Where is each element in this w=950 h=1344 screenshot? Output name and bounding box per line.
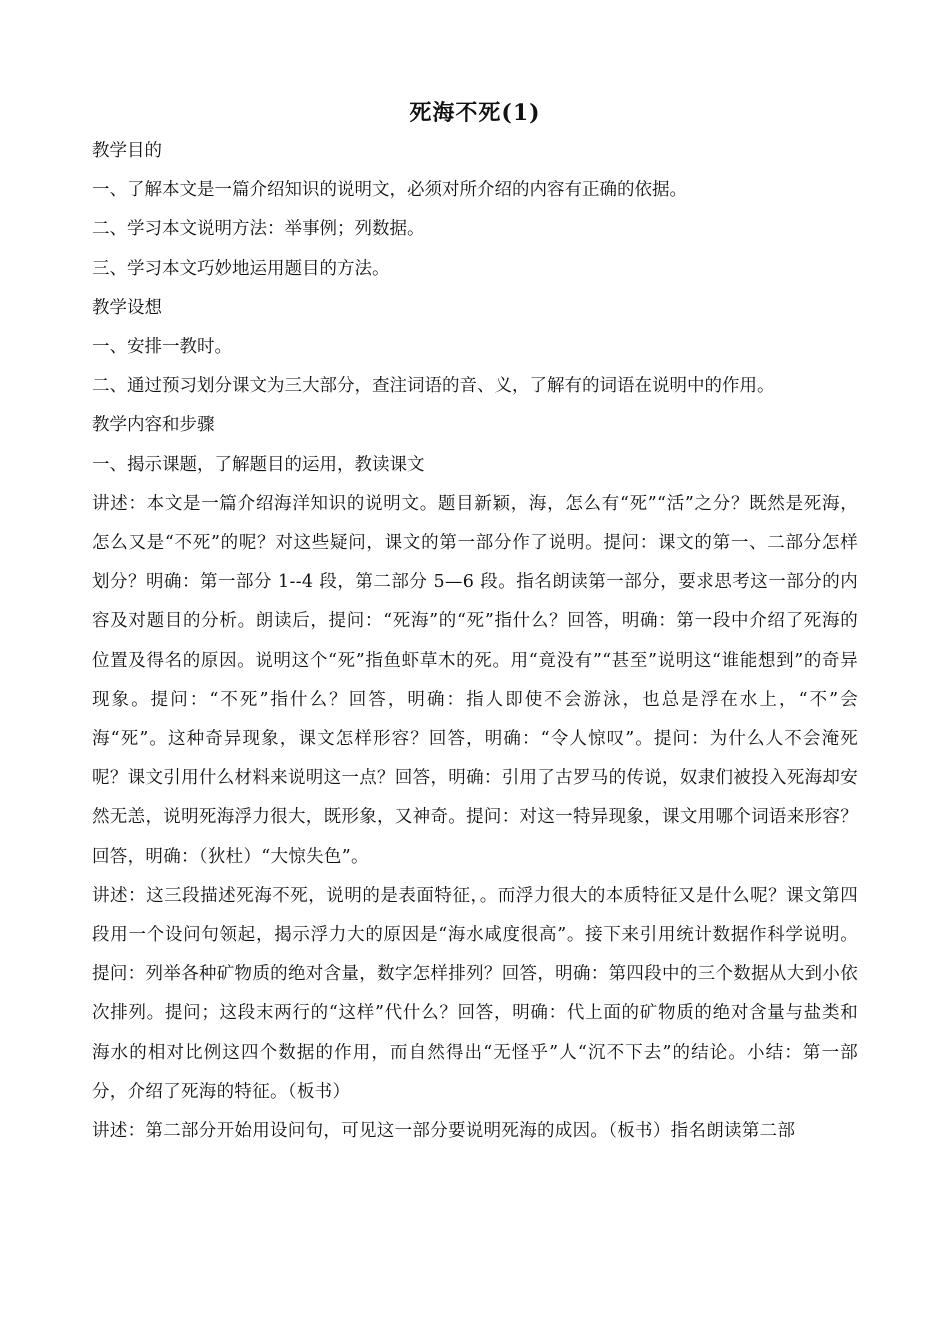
body-paragraph-1: 讲述：本文是一篇介绍海洋知识的说明文。题目新颖，海，怎么有“死”“活”之分？既然是死海，怎么又是“不死”的呢？对这些疑问，课文的第一部分作了说明。提问：课文的第一、二部分怎样划分？明确：第一部分 1--4 段，第二部分 5—6 段。指名朗读第一部分，要求思考这一部分的内容及对题目的分析。朗读后，提问：“死海”的“死”指什么？回答，明确：第一段中介绍了死海的位置及得名的原因。说明这个“死”指鱼虾草木的死。用“竟没有”“甚至”说明这“谁能想到”的奇异现象。提问：“不死”指什么？回答，明确：指人即使不会游泳，也总是浮在水上，“不”会海“死”。这种奇异现象，课文怎样形容？回答，明确：“令人惊叹”。提问：为什么人不会淹死呢？课文引用什么材料来说明这一点？回答，明确：引用了古罗马的传说，奴隶们被投入死海却安然无恙，说明死海浮力很大，既形象，又神奇。提问：对这一特异现象，课文用哪个词语来形容？回答，明确：（狄杜）“大惊失色”。 [92,493,858,867]
goal-item-3: 三、学习本文巧妙地运用题目的方法。 [92,258,390,279]
goals-heading: 教学目的 [92,141,162,161]
goal-item-1: 一、了解本文是一篇介绍知识的说明文，必须对所介绍的内容有正确的依据。 [92,180,687,201]
body-paragraph-3: 讲述：第二部分开始用设问句，可见这一部分要说明死海的成因。（板书）指名朗读第二部 [92,1121,796,1142]
goal-item-2: 二、学习本文说明方法：举事例；列数据。 [92,219,425,240]
design-heading: 教学设想 [92,297,162,318]
body-paragraph-2: 讲述：这三段描述死海不死，说明的是表面特征，。而浮力很大的本质特征又是什么呢？课文第四段用一个设问句领起，揭示浮力大的原因是“海水咸度很高”。接下来引用统计数据作科学说明。提问：列举各种矿物质的绝对含量，数字怎样排列？回答，明确：第四段中的三个数据从大到小依次排列。提问；这段末两行的“这样”代什么？回答，明确：代上面的矿物质的绝对含量与盐类和海水的相对比例这四个数据的作用，而自然得出“无怪乎”人“沉不下去”的结论。小结：第一部分，介绍了死海的特征。（板书） [92,885,858,1102]
document-page [92,98,858,1151]
document-title: 死海不死(1) [409,100,541,126]
steps-heading: 教学内容和步骤 [92,415,215,436]
design-item-2: 二、通过预习划分课文为三大部分，查注词语的音、义，了解有的词语在说明中的作用。 [92,376,775,397]
step-item-1: 一、揭示课题，了解题目的运用，教读课文 [92,454,425,475]
design-item-1: 一、安排一教时。 [92,337,232,358]
